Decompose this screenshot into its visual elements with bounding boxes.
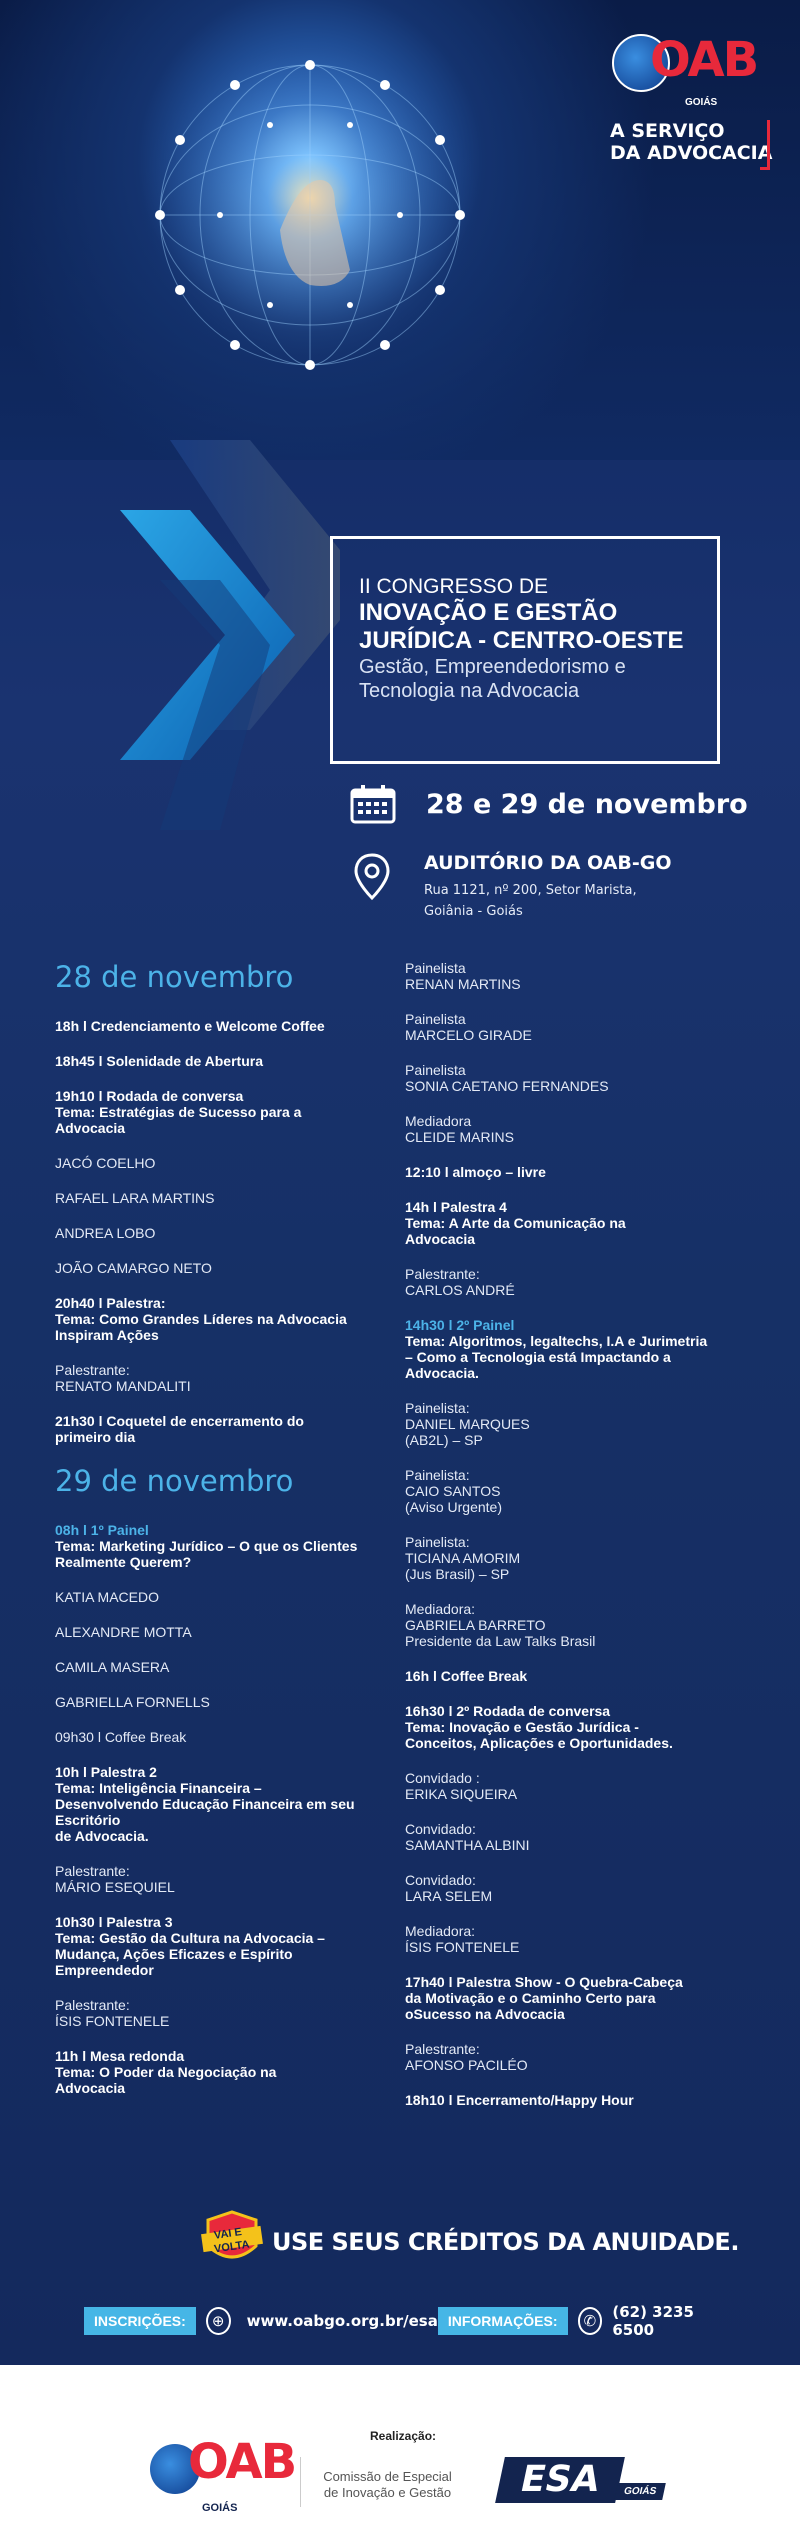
venue-details — [424, 852, 672, 922]
schedule-left-column — [55, 960, 385, 2115]
schedule-line: Desenvolvendo Educação Financeira em seu — [55, 1796, 355, 1812]
schedule-line: 18h l Credenciamento e Welcome Coffee — [55, 1018, 325, 1034]
schedule-item — [405, 1923, 750, 1955]
schedule-line: Advocacia — [55, 2080, 126, 2096]
esa-text: ESA — [495, 2457, 625, 2503]
schedule-item — [405, 960, 750, 992]
schedule-line: Tema: Inteligência Financeira – — [55, 1780, 262, 1796]
schedule-line: Painelista: — [405, 1400, 470, 1416]
schedule-item — [405, 1266, 750, 1298]
comissao-line-2: de Inovação e Gestão — [323, 2485, 452, 2500]
schedule-line: Mediadora: — [405, 1601, 476, 1617]
credits-message: USE SEUS CRÉDITOS DA ANUIDADE. — [272, 2228, 739, 2256]
schedule-line: 16h30 l 2º Rodada de conversa — [405, 1703, 611, 1719]
schedule-line: ÍSIS FONTENELE — [55, 2013, 170, 2029]
schedule-line: SONIA CAETANO FERNANDES — [405, 1078, 609, 1094]
network-globe-icon — [110, 30, 510, 400]
oab-logo-text: OAB — [650, 32, 758, 88]
schedule-item — [55, 1362, 385, 1394]
schedule-line: 16h l Coffee Break — [405, 1668, 528, 1684]
schedule-line: Inspiram Ações — [55, 1327, 159, 1343]
schedule-item — [55, 1190, 385, 1206]
schedule-line: Painelista — [405, 960, 466, 976]
esa-logo — [500, 2457, 658, 2503]
schedule-item — [55, 1260, 385, 1276]
schedule-line: JACÓ COELHO — [55, 1155, 156, 1171]
schedule-line: 12:10 l almoço – livre — [405, 1164, 546, 1180]
hero-banner — [0, 0, 800, 460]
schedule-line: Convidado: — [405, 1821, 476, 1837]
schedule-line: Painelista: — [405, 1467, 470, 1483]
comissao-line-1: Comissão de Especial — [323, 2469, 452, 2484]
schedule-line: Tema: Estratégias de Sucesso para a — [55, 1104, 302, 1120]
schedule-line: MARCELO GIRADE — [405, 1027, 532, 1043]
schedule-line: 08h l 1º Painel — [55, 1522, 149, 1538]
schedule-line: Presidente da Law Talks Brasil — [405, 1633, 596, 1649]
schedule-item — [55, 1624, 385, 1640]
schedule-line: 14h30 l 2º Painel — [405, 1317, 515, 1333]
schedule-line: Palestrante: — [405, 1266, 480, 1282]
schedule-line: Advocacia. — [405, 1365, 479, 1381]
schedule-item — [55, 1225, 385, 1241]
schedule-line: 10h l Palestra 2 — [55, 1764, 157, 1780]
schedule-line: CAIO SANTOS — [405, 1483, 501, 1499]
comissao-text — [310, 2469, 465, 2501]
schedule-item — [405, 1974, 750, 2022]
realizacao-label: Realização: — [370, 2429, 437, 2443]
esa-region: GOIÁS — [614, 2483, 666, 2500]
schedule-item — [55, 2048, 385, 2096]
schedule-item — [55, 1413, 385, 1445]
schedule-line: da Motivação e o Caminho Certo para — [405, 1990, 656, 2006]
venue-address-2: Goiânia - Goiás — [424, 904, 523, 919]
schedule-item — [55, 1729, 385, 1745]
schedule-line: 14h l Palestra 4 — [405, 1199, 507, 1215]
schedule-line: Tema: Algoritmos, legaltechs, I.A e Jurimetria — [405, 1333, 708, 1349]
schedule-line: Empreendedor — [55, 1962, 154, 1978]
schedule-line: Painelista — [405, 1011, 466, 1027]
schedule-line: RENAN MARTINS — [405, 976, 521, 992]
schedule-item — [405, 1872, 750, 1904]
schedule-line: KATIA MACEDO — [55, 1589, 159, 1605]
title-line-1: II CONGRESSO DE — [359, 575, 549, 598]
schedule-item — [405, 2092, 750, 2108]
schedule-line: CAMILA MASERA — [55, 1659, 170, 1675]
schedule-line: 19h10 l Rodada de conversa — [55, 1088, 244, 1104]
slogan — [610, 120, 772, 164]
schedule-item — [405, 1703, 750, 1751]
schedule-item — [55, 1863, 385, 1895]
day-2-schedule — [55, 1522, 385, 2096]
schedule-line: CARLOS ANDRÉ — [405, 1282, 515, 1298]
schedule-line: (AB2L) – SP — [405, 1432, 483, 1448]
venue-name: AUDITÓRIO DA OAB-GO — [424, 852, 672, 874]
location-pin-icon — [352, 852, 392, 902]
event-title-box — [330, 536, 720, 764]
schedule-line: Mediadora — [405, 1113, 472, 1129]
schedule-line: SAMANTHA ALBINI — [405, 1837, 530, 1853]
schedule-item — [405, 2041, 750, 2073]
schedule-line: 17h40 l Palestra Show - O Quebra-Cabeça — [405, 1974, 683, 1990]
phone-number[interactable]: (62) 3235 6500 — [612, 2303, 694, 2339]
schedule-item — [405, 1467, 750, 1515]
schedule-line: Tema: Marketing Jurídico – O que os Clientes — [55, 1538, 358, 1554]
schedule-item — [405, 1317, 750, 1381]
schedule-line: ERIKA SIQUEIRA — [405, 1786, 518, 1802]
schedule-item — [405, 1400, 750, 1448]
schedule-line: Escritório — [55, 1812, 121, 1828]
schedule-item — [405, 1062, 750, 1094]
venue — [352, 852, 672, 922]
schedule-item — [55, 1088, 385, 1136]
schedule-line: Realmente Querem? — [55, 1554, 192, 1570]
schedule-line: DANIEL MARQUES — [405, 1416, 530, 1432]
globe-icon: ⊕ — [206, 2307, 231, 2335]
subtitle-line-2: Tecnologia na Advocacia — [359, 680, 580, 702]
oab-region: GOIÁS — [685, 97, 718, 108]
schedule-line: Convidado: — [405, 1872, 476, 1888]
schedule-item — [55, 1155, 385, 1171]
slogan-line-1: A SERVIÇO — [610, 120, 725, 142]
schedule-item — [405, 1199, 750, 1247]
calendar-icon — [350, 784, 396, 824]
schedule-item — [405, 1770, 750, 1802]
schedule-line: Tema: Inovação e Gestão Jurídica - — [405, 1719, 639, 1735]
schedule-line: Tema: Como Grandes Líderes na Advocacia — [55, 1311, 347, 1327]
footer-oab-text: OAB — [188, 2434, 296, 2490]
schedule-line: 18h45 l Solenidade de Abertura — [55, 1053, 263, 1069]
schedule-item — [55, 1295, 385, 1343]
phone-icon: ✆ — [578, 2307, 603, 2335]
schedule-item — [55, 1053, 385, 1069]
schedule-line: Mediadora: — [405, 1923, 476, 1939]
schedule-line: Tema: Gestão da Cultura na Advocacia – — [55, 1930, 325, 1946]
schedule-line: ÍSIS FONTENELE — [405, 1939, 520, 1955]
schedule-line: 09h30 l Coffee Break — [55, 1729, 187, 1745]
schedule-item — [55, 1914, 385, 1978]
schedule-item — [405, 1668, 750, 1684]
schedule-line: Mudança, Ações Eficazes e Espírito — [55, 1946, 293, 1962]
day-1-schedule — [55, 1018, 385, 1445]
schedule-line: LARA SELEM — [405, 1888, 493, 1904]
schedule-item — [55, 1764, 385, 1844]
schedule-right-column — [405, 960, 750, 2127]
schedule-line: Tema: A Arte da Comunicação na — [405, 1215, 626, 1231]
dates-text: 28 e 29 de novembro — [426, 788, 748, 820]
website-link[interactable]: www.oabgo.org.br/esa — [246, 2312, 438, 2330]
schedule-line: JOÃO CAMARGO NETO — [55, 1260, 212, 1276]
schedule-line: CLEIDE MARINS — [405, 1129, 514, 1145]
contact-row — [84, 2303, 724, 2339]
schedule-line: primeiro dia — [55, 1429, 136, 1445]
venue-address-1: Rua 1121, nº 200, Setor Marista, — [424, 883, 637, 898]
schedule-line: RENATO MANDALITI — [55, 1378, 191, 1394]
schedule-line: GABRIELLA FORNELLS — [55, 1694, 210, 1710]
slogan-accent — [760, 120, 770, 170]
schedule-line: TICIANA AMORIM — [405, 1550, 521, 1566]
badge-line-2: VOLTA — [213, 2238, 251, 2256]
schedule-line: Conceitos, Aplicações e Oportunidades. — [405, 1735, 673, 1751]
schedule-line: Painelista: — [405, 1534, 470, 1550]
footer-oab-region: GOIÁS — [202, 2502, 238, 2514]
schedule-item — [55, 1659, 385, 1675]
schedule-item — [55, 1694, 385, 1710]
schedule-item — [55, 1018, 385, 1034]
footer-divider — [300, 2457, 301, 2507]
schedule-item — [405, 1113, 750, 1145]
schedule-line: 11h l Mesa redonda — [55, 2048, 185, 2064]
chevron-arrows-icon — [120, 440, 340, 860]
schedule-line: RAFAEL LARA MARTINS — [55, 1190, 215, 1206]
schedule-item — [55, 1997, 385, 2029]
slogan-line-2: DA ADVOCACIA — [610, 142, 773, 164]
schedule-line: 21h30 l Coquetel de encerramento do — [55, 1413, 304, 1429]
schedule-item — [405, 1601, 750, 1649]
title-line-3: JURÍDICA - CENTRO-OESTE — [359, 627, 684, 654]
schedule-item — [55, 1522, 385, 1570]
schedule-item — [55, 1589, 385, 1605]
schedule-line: Palestrante: — [405, 2041, 480, 2057]
schedule-item — [405, 1534, 750, 1582]
schedule-line: Convidado : — [405, 1770, 480, 1786]
schedule-item — [405, 1821, 750, 1853]
schedule-line: Palestrante: — [55, 1362, 130, 1378]
schedule-line: 10h30 l Palestra 3 — [55, 1914, 173, 1930]
inscricoes-label: INSCRIÇÕES: — [84, 2307, 196, 2335]
schedule-line: de Advocacia. — [55, 1828, 149, 1844]
schedule-line: oSucesso na Advocacia — [405, 2006, 565, 2022]
schedule-line: 20h40 l Palestra: — [55, 1295, 166, 1311]
schedule-line: ANDREA LOBO — [55, 1225, 156, 1241]
schedule-line: GABRIELA BARRETO — [405, 1617, 546, 1633]
schedule-line: AFONSO PACILÉO — [405, 2057, 528, 2073]
day-2-schedule-continued — [405, 960, 750, 2108]
day-1-heading: 28 de novembro — [55, 960, 294, 994]
schedule-line: (Jus Brasil) – SP — [405, 1566, 510, 1582]
event-dates — [350, 784, 748, 824]
title-line-2: INOVAÇÃO E GESTÃO — [359, 599, 618, 626]
footer — [0, 2365, 800, 2548]
schedule-line: Painelista — [405, 1062, 466, 1078]
schedule-line: (Aviso Urgente) — [405, 1499, 503, 1515]
schedule-line: Advocacia — [405, 1231, 476, 1247]
day-2-heading: 29 de novembro — [55, 1464, 294, 1498]
schedule-line: – Como a Tecnologia está Impactando a — [405, 1349, 671, 1365]
schedule-line: Advocacia — [55, 1120, 126, 1136]
schedule-item — [405, 1011, 750, 1043]
vai-e-volta-badge — [200, 2210, 264, 2270]
schedule-line: 18h10 l Encerramento/Happy Hour — [405, 2092, 634, 2108]
schedule-line: Tema: O Poder da Negociação na — [55, 2064, 277, 2080]
badge-line-1: VAI E — [213, 2226, 243, 2242]
subtitle-line-1: Gestão, Empreendedorismo e — [359, 656, 626, 678]
schedule-line: Palestrante: — [55, 1863, 130, 1879]
informacoes-label: INFORMAÇÕES: — [438, 2307, 568, 2335]
schedule-line: Palestrante: — [55, 1997, 130, 2013]
schedule-line: ALEXANDRE MOTTA — [55, 1624, 192, 1640]
schedule-line: MÁRIO ESEQUIEL — [55, 1879, 175, 1895]
schedule-item — [405, 1164, 750, 1180]
